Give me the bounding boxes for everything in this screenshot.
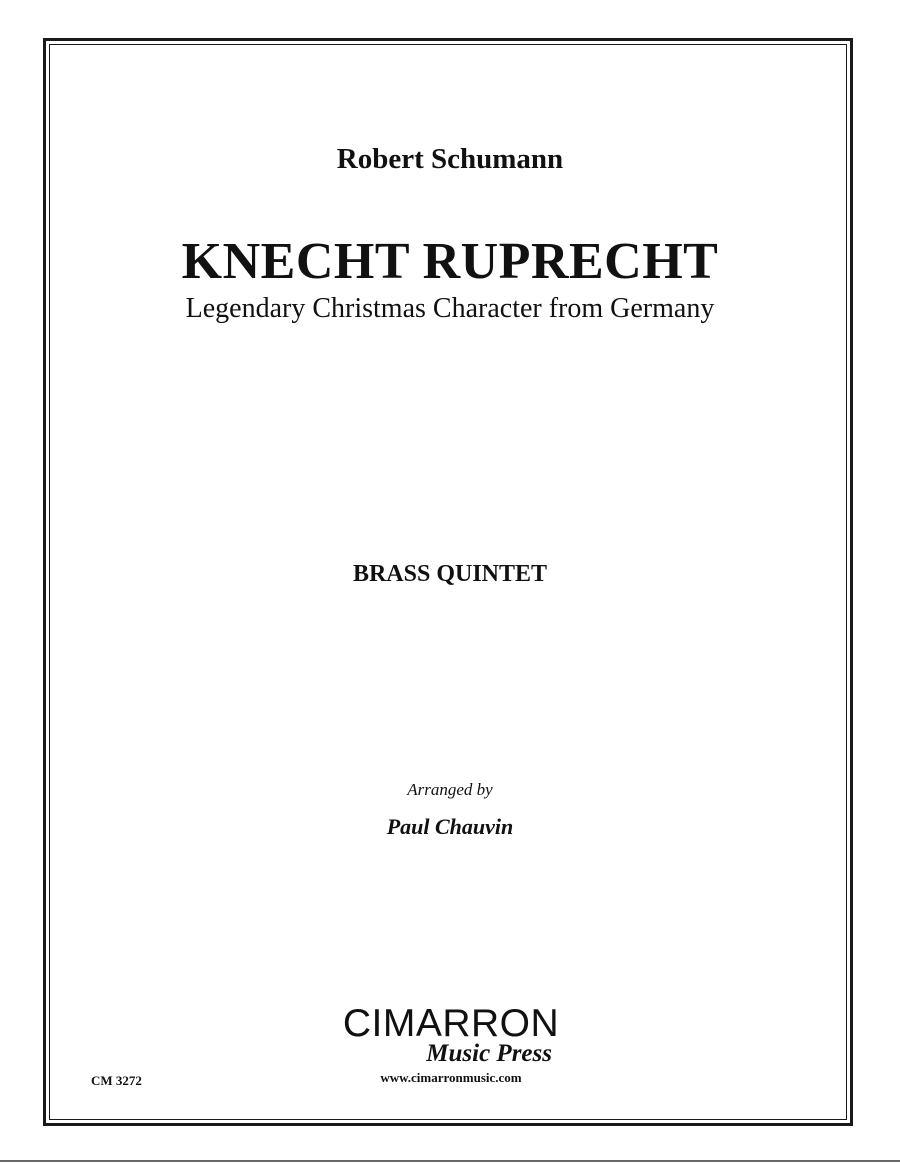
- publisher-url: www.cimarronmusic.com: [380, 1070, 522, 1085]
- composer-name: Robert Schumann: [336, 143, 564, 175]
- page-edge-line: [0, 1160, 900, 1162]
- publisher-logo: [340, 1002, 562, 1092]
- arranged-by-label: Arranged by: [407, 780, 493, 799]
- publisher-subname: Music Press: [426, 1040, 552, 1067]
- catalog-number: CM 3272: [91, 1073, 142, 1088]
- arranger-name: Paul Chauvin: [386, 814, 514, 839]
- page-subtitle: Legendary Christmas Character from Germany: [185, 293, 715, 324]
- publisher-name: CIMARRON: [342, 1002, 560, 1045]
- page-title: KNECHT RUPRECHT: [181, 233, 719, 290]
- ensemble-label: BRASS QUINTET: [352, 561, 548, 587]
